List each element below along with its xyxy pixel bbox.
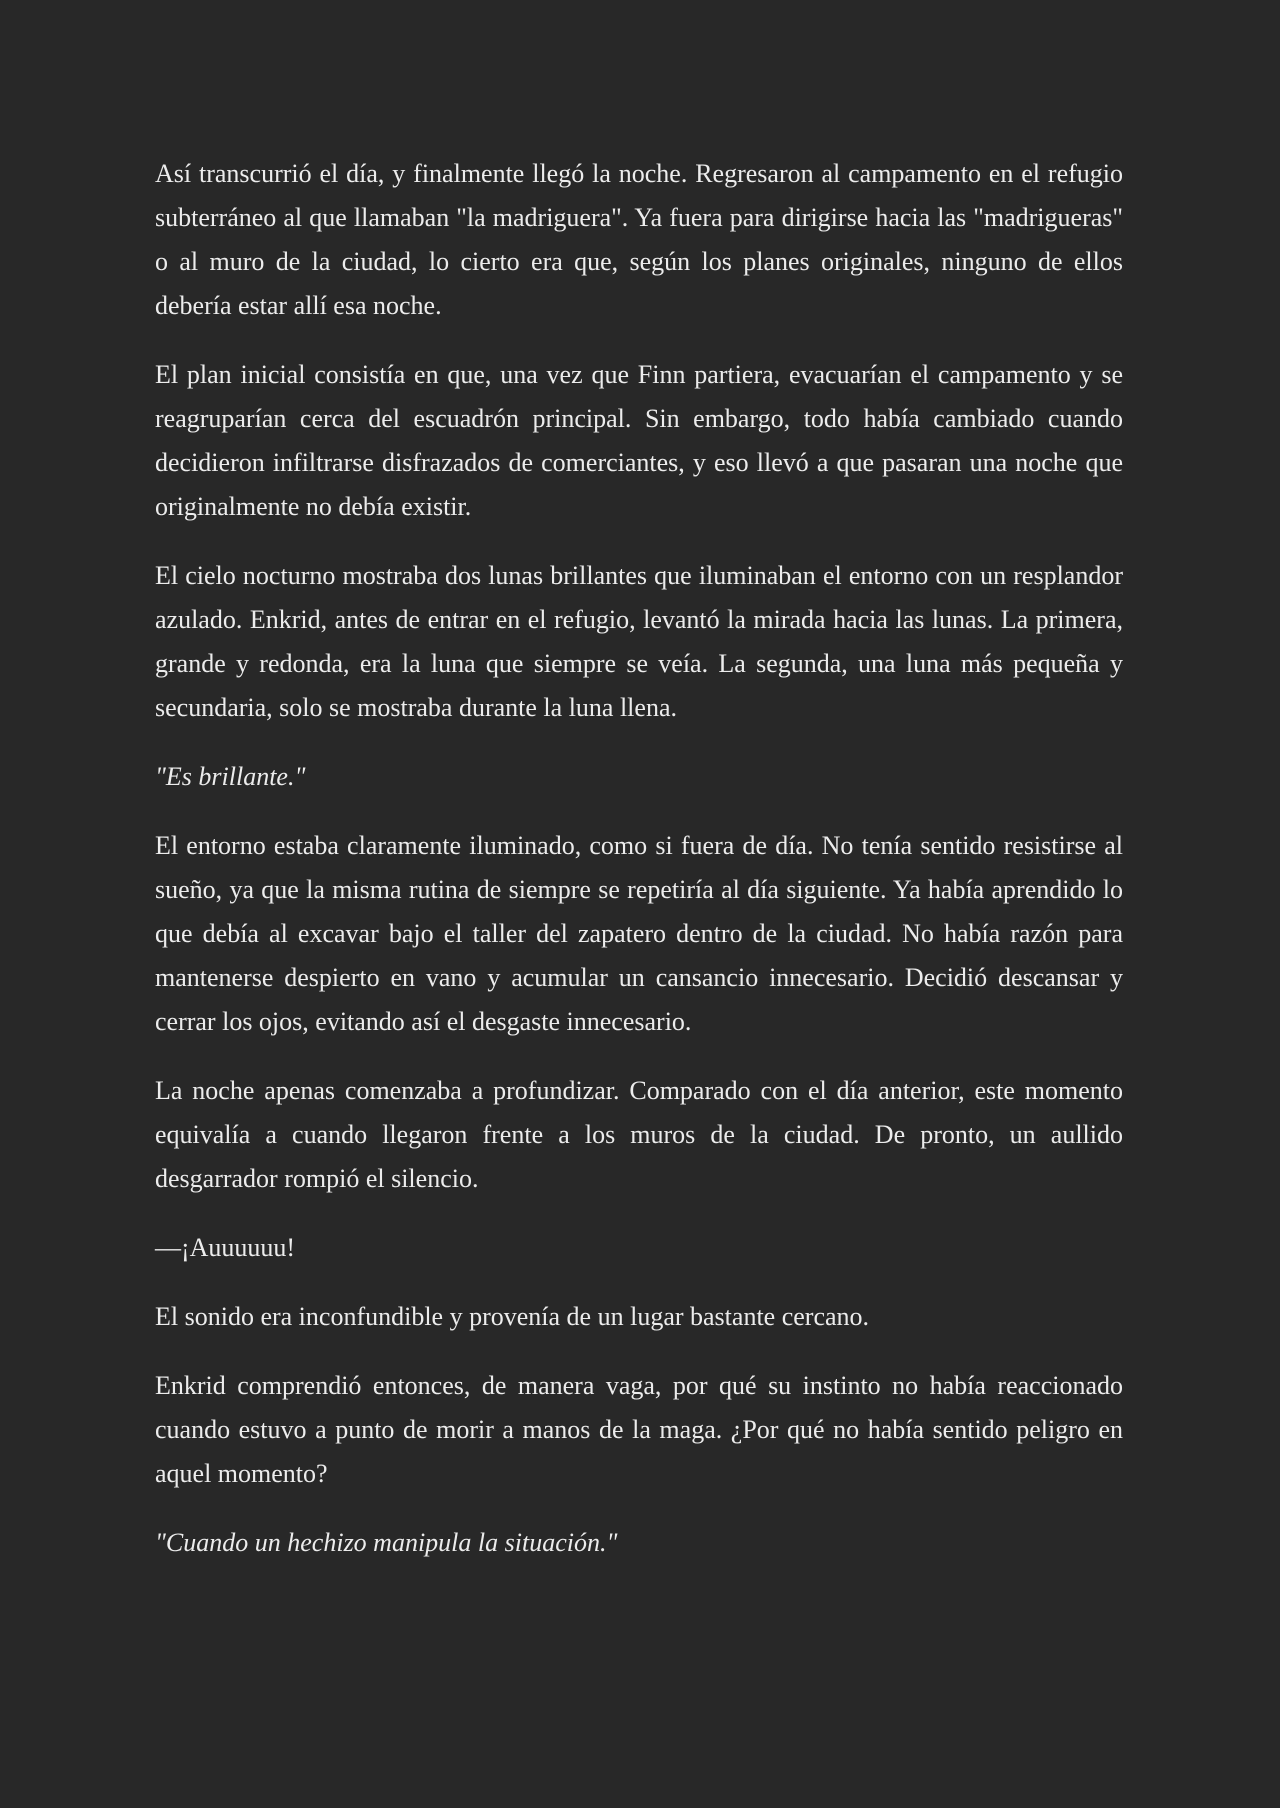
reading-pane <box>155 152 1123 1590</box>
italic-thought: "Cuando un hechizo manipula la situación." <box>155 1528 618 1557</box>
italic-thought: "Es brillante." <box>155 762 306 791</box>
paragraph: El sonido era inconfundible y provenía de un lugar bastante cercano. <box>155 1302 870 1331</box>
dialogue-line: —¡Auuuuuu! <box>155 1233 296 1262</box>
paragraph: El cielo nocturno mostraba dos lunas brillantes que iluminaban el entorno con un resplandor azulado. Enkrid, antes de entrar en el refugio, levantó la mirada hacia las lunas. La primera, grande y redonda, era la luna que siempre se veía. La segunda, una luna más pequeña y secundaria, solo se mostraba durante la luna llena. <box>155 561 1123 722</box>
paragraph: El plan inicial consistía en que, una vez que Finn partiera, evacuarían el campamento y se reagruparían cerca del escuadrón principal. Sin embargo, todo había cambiado cuando decidieron infiltrarse disfrazados de comerciantes, y eso llevó a que pasaran una noche que originalmente no debía existir. <box>155 360 1123 521</box>
paragraph: Enkrid comprendió entonces, de manera vaga, por qué su instinto no había reaccionado cuando estuvo a punto de morir a manos de la maga. ¿Por qué no había sentido peligro en aquel momento? <box>155 1371 1123 1488</box>
paragraph: La noche apenas comenzaba a profundizar. Comparado con el día anterior, este momento equivalía a cuando llegaron frente a los muros de la ciudad. De pronto, un aullido desgarrador rompió el silencio. <box>155 1076 1123 1193</box>
paragraph: Así transcurrió el día, y finalmente llegó la noche. Regresaron al campamento en el refugio subterráneo al que llamaban "la madriguera". Ya fuera para dirigirse hacia las "madrigueras" o al muro de la ciudad, lo cierto era que, según los planes originales, ninguno de ellos debería estar allí esa noche. <box>155 159 1123 320</box>
paragraph: El entorno estaba claramente iluminado, como si fuera de día. No tenía sentido resistirse al sueño, ya que la misma rutina de siempre se repetiría al día siguiente. Ya había aprendido lo que debía al excavar bajo el taller del zapatero dentro de la ciudad. No había razón para mantenerse despierto en vano y acumular un cansancio innecesario. Decidió descansar y cerrar los ojos, evitando así el desgaste innecesario. <box>155 831 1123 1036</box>
